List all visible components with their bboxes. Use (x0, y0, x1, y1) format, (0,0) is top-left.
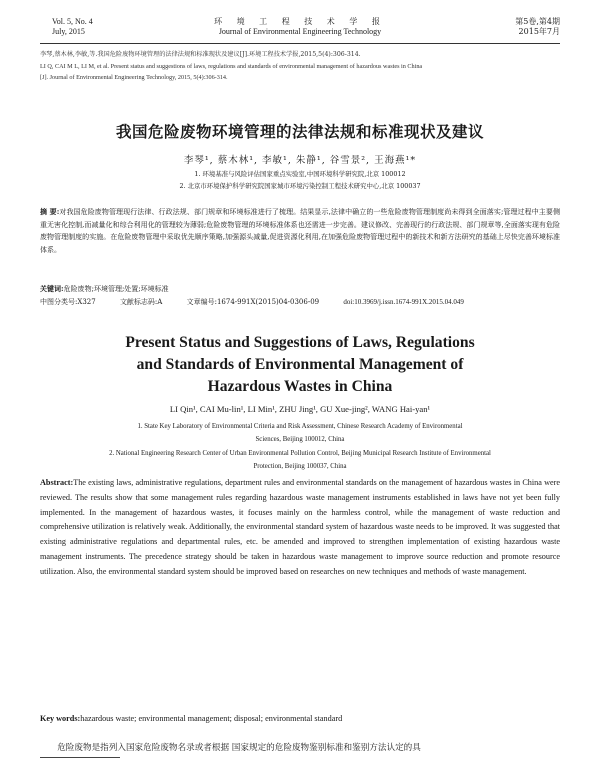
authors-cn: 李琴¹, 蔡木林¹, 李敏¹, 朱静¹, 谷雪景², 王海燕¹* (183, 155, 417, 166)
keywords-cn-label: 关键词: (40, 284, 64, 293)
abstract-en-text: The existing laws, administrative regulations, department rules and environmental standards on the management of hazardous wastes in China were reviewed. The results show that some management rules regarding hazardous waste management instruments established in laws have not yet been fully implemented. In the management of hazardous wastes, it focuses mainly on the harmless control, while the management of waste reduction and comprehensive utilization is relatively weak. Additionally, the environmental standard system of hazardous waste needs to be improved. It was suggested that existing administrative regulations and departmental rules, etc. be amended and improved to strengthen implementation of existing hazardous waste management instruments. The precedence strategy should be taken in hazardous waste management to improve source reduction and promote resource utilization. Also, the environmental standard system should be improved based on researches on new techniques and methods of waste management. (40, 478, 560, 576)
header-volume-cn: 第5卷,第4期 (515, 17, 560, 26)
affiliations-cn (40, 168, 560, 192)
header-date: July, 2015 (52, 27, 85, 36)
affiliation-en-2a: 2. National Engineering Research Center of Urban Environmental Pollution Control, Beijing Municipal Research Institute of Environmental (109, 449, 491, 457)
keywords-en-text: hazardous waste; environmental management; disposal; environmental standard (80, 714, 343, 723)
keywords-en-label: Key words: (40, 714, 81, 723)
header-journal-en: Journal of Environmental Engineering Technology (218, 27, 382, 36)
abstract-en (40, 476, 560, 580)
citation-en-line1: LI Q, CAI M L, LI M, et al. Present status and suggestions of laws, regulations and standards of environmental management of hazardous wastes in China (40, 62, 423, 70)
article-number: 文章编号:1674-991X(2015)04-0306-09 (186, 298, 320, 306)
header-left (52, 17, 93, 37)
title-en-line-1: Present Status and Suggestions of Laws, Regulations (125, 334, 475, 351)
title-en-line-3: Hazardous Wastes in China (207, 378, 393, 395)
document-code: 文献标志码:A (119, 298, 163, 306)
affiliations-en (40, 420, 560, 474)
title-en (40, 332, 560, 398)
header-right (515, 17, 560, 37)
clc-number: 中图分类号:X327 (40, 298, 96, 306)
header-volume: Vol. 5, No. 4 (52, 17, 93, 26)
keywords-cn-text: 危险废物;环境管理;处置;环境标准 (63, 285, 169, 293)
footnote-rule (40, 757, 120, 758)
title-en-line-2: and Standards of Environmental Management of (136, 356, 464, 373)
affiliation-en-2b: Protection, Beijing 100037, China (253, 463, 347, 471)
citation-cn: 李琴,蔡木林,李敏,等.我国危险废物环境管理的法律法规和标准现状及建议[J].环境工程技术学报,2015,5(4):306-314. (40, 51, 361, 58)
title-cn: 我国危险废物环境管理的法律法规和标准现状及建议 (115, 122, 484, 141)
classification-line (40, 296, 560, 308)
doi: doi:10.3969/j.issn.1674-991X.2015.04.049 (343, 298, 464, 306)
abstract-en-label: Abstract: (40, 478, 74, 487)
header-journal-cn: 环 境 工 程 技 术 学 报 (214, 17, 386, 26)
body-text-cn: 危险废物是指列入国家危险废物名录或者根据 国家规定的危险废物鉴别标准和鉴别方法认定的具 (57, 743, 421, 753)
keywords-cn (40, 283, 560, 295)
abstract-cn (40, 206, 560, 256)
header-date-cn: 2015年7月 (518, 27, 560, 36)
abstract-cn-label: 摘 要: (40, 207, 60, 216)
authors-en: LI Qin¹, CAI Mu-lin¹, LI Min¹, ZHU Jing¹, GU Xue-jing², WANG Hai-yan¹ (169, 404, 431, 414)
abstract-cn-text: 对我国危险废物管理现行法律、行政法规、部门规章和环境标准进行了梳理。结果显示,法律中确立的一些危险废物管理制度尚未得到全面落实;管理过程中主要侧重无害化控制,而减量化和综合利用化的管理较为薄弱;危险废物管理的环境标准体系也还需进一步完善。建议修改、完善现行的行政法规、部门规章等,全面落实现有危险废物管理制度的实施。在危险废物管理中采取优先顺序策略,加强源头减量,促进资源化利用,在加强危险废物管理过程中的新技术和新方法研究的基础上尽快完善环境标准体系。 (40, 208, 560, 254)
affiliation-en-1b: Sciences, Beijing 100012, China (255, 436, 345, 444)
affiliation-en-1a: 1. State Key Laboratory of Environmental Criteria and Risk Assessment, Chinese Research Academy of Environmental (137, 423, 463, 430)
citation-en-line2: [J]. Journal of Environmental Engineering Technology, 2015, 5(4):306-314. (40, 74, 228, 81)
header-center (150, 17, 450, 37)
keywords-en (40, 713, 560, 725)
affiliation-cn-2: 2. 北京市环境保护科学研究院国家城市环境污染控制工程技术研究中心,北京 100037 (179, 182, 421, 190)
affiliation-cn-1: 1. 环境基准与风险评估国家重点实验室,中国环境科学研究院,北京 100012 (194, 170, 406, 178)
header-rule (40, 43, 560, 44)
citation-block (40, 49, 560, 84)
